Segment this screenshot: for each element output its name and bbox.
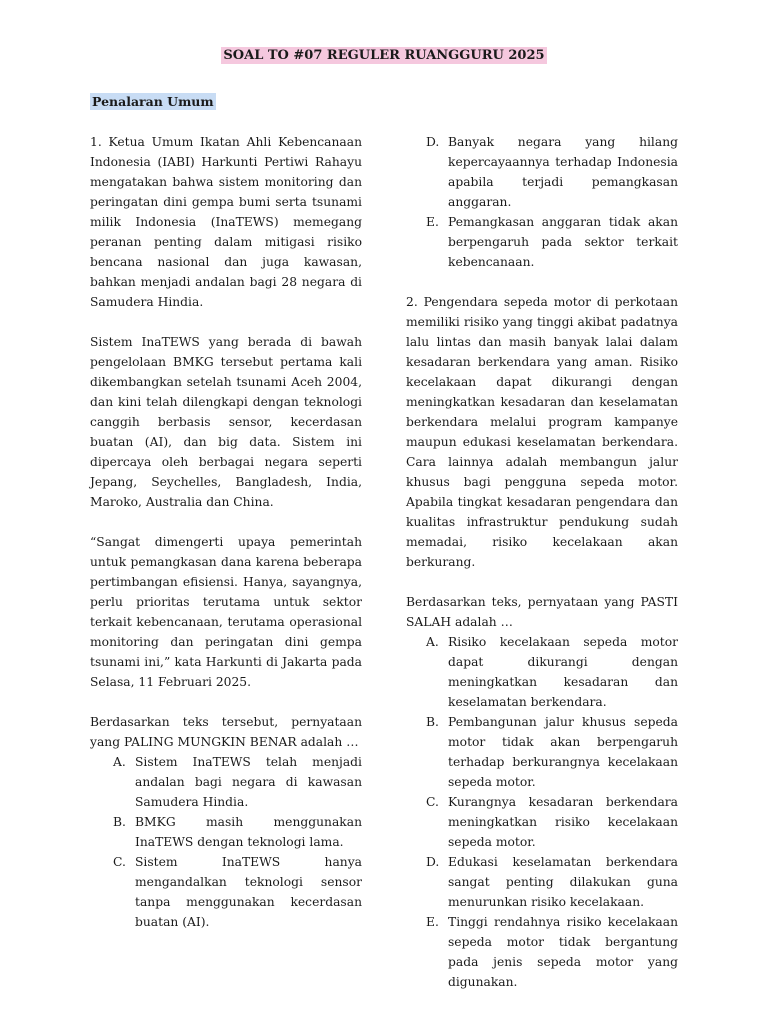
q1-option-e[interactable]: E. Pemangkasan anggaran tidak akan berpengaruh pada sektor terkait kebencanaan.: [426, 215, 678, 269]
q1-option-d[interactable]: D. Banyak negara yang hilang kepercayaannya terhadap Indonesia apabila terjadi pemangkasan anggaran.: [426, 135, 678, 209]
q1-option-a[interactable]: A. Sistem InaTEWS telah menjadi andalan bagi negara di kawasan Samudera Hindia.: [113, 755, 362, 809]
q2-paragraph-1: 2. Pengendara sepeda motor di perkotaan memiliki risiko yang tinggi akibat padatnya lalu lintas dan masih banyak lalai dalam kesadaran berkendara yang aman. Risiko kecelakaan dapat dikurangi dengan meningkatkan kesadaran dan keselamatan berkendara melalui program kampanye maupun edukasi keselamatan berkendara. Cara lainnya adalah membangun jalur khusus bagi pengguna sepeda motor. Apabila tingkat kesadaran pengendara dan kualitas infrastruktur pendukung sudah memadai, risiko kecelakaan akan berkurang.: [406, 295, 678, 569]
q1-question: Berdasarkan teks tersebut, pernyataan yang PALING MUNGKIN BENAR adalah …: [90, 715, 362, 749]
q1-paragraph-2: Sistem InaTEWS yang berada di bawah pengelolaan BMKG tersebut pertama kali dikembangkan setelah tsunami Aceh 2004, dan kini telah dilengkapi dengan teknologi canggih berbasis sensor, kecerdasan buatan (AI), dan big data. Sistem ini dipercaya oleh berbagai negara seperti Jepang, Seychelles, Bangladesh, India, Maroko, Australia dan China.: [90, 335, 362, 509]
q2-option-b[interactable]: B. Pembangunan jalur khusus sepeda motor tidak akan berpengaruh terhadap berkurangnya kecelakaan sepeda motor.: [426, 715, 678, 789]
q2-option-e[interactable]: E. Tinggi rendahnya risiko kecelakaan sepeda motor tidak bergantung pada jenis sepeda motor yang digunakan.: [426, 915, 678, 989]
left-column: [90, 132, 362, 952]
q2-option-a[interactable]: A. Risiko kecelakaan sepeda motor dapat dikurangi dengan meningkatkan kesadaran dan keselamatan berkendara.: [426, 635, 678, 709]
q1-paragraph-1: 1. Ketua Umum Ikatan Ahli Kebencanaan Indonesia (IABI) Harkunti Pertiwi Rahayu mengatakan bahwa sistem monitoring dan peringatan dini gempa bumi serta tsunami milik Indonesia (InaTEWS) memegang peranan penting dalam mitigasi risiko bencana nasional dan juga kawasan, bahkan menjadi andalan bagi 28 negara di Samudera Hindia.: [90, 135, 362, 309]
q1-paragraph-3: “Sangat dimengerti upaya pemerintah untuk pemangkasan dana karena beberapa pertimbangan efisiensi. Hanya, sayangnya, perlu prioritas terutama untuk sektor terkait kebencanaan, terutama operasional monitoring dan peringatan dini gempa tsunami ini,” kata Harkunti di Jakarta pada Selasa, 11 Februari 2025.: [90, 535, 362, 689]
right-column: [406, 132, 678, 1012]
q1-options: [90, 752, 362, 932]
subject-heading: Penalaran Umum: [92, 94, 214, 109]
q2-options: [406, 632, 678, 992]
q1-option-b[interactable]: B. BMKG masih menggunakan InaTEWS dengan teknologi lama.: [113, 815, 362, 849]
q1-option-c[interactable]: C. Sistem InaTEWS hanya mengandalkan teknologi sensor tanpa menggunakan kecerdasan buatan (AI).: [113, 855, 362, 929]
page-title: SOAL TO #07 REGULER RUANGGURU 2025: [223, 48, 545, 63]
q1-options-continued: [406, 132, 678, 272]
q2-option-c[interactable]: C. Kurangnya kesadaran berkendara meningkatkan risiko kecelakaan sepeda motor.: [426, 795, 678, 849]
q2-question: Berdasarkan teks, pernyataan yang PASTI SALAH adalah …: [406, 595, 678, 629]
q2-option-d[interactable]: D. Edukasi keselamatan berkendara sangat penting dilakukan guna menurunkan risiko kecelakaan.: [426, 855, 678, 909]
